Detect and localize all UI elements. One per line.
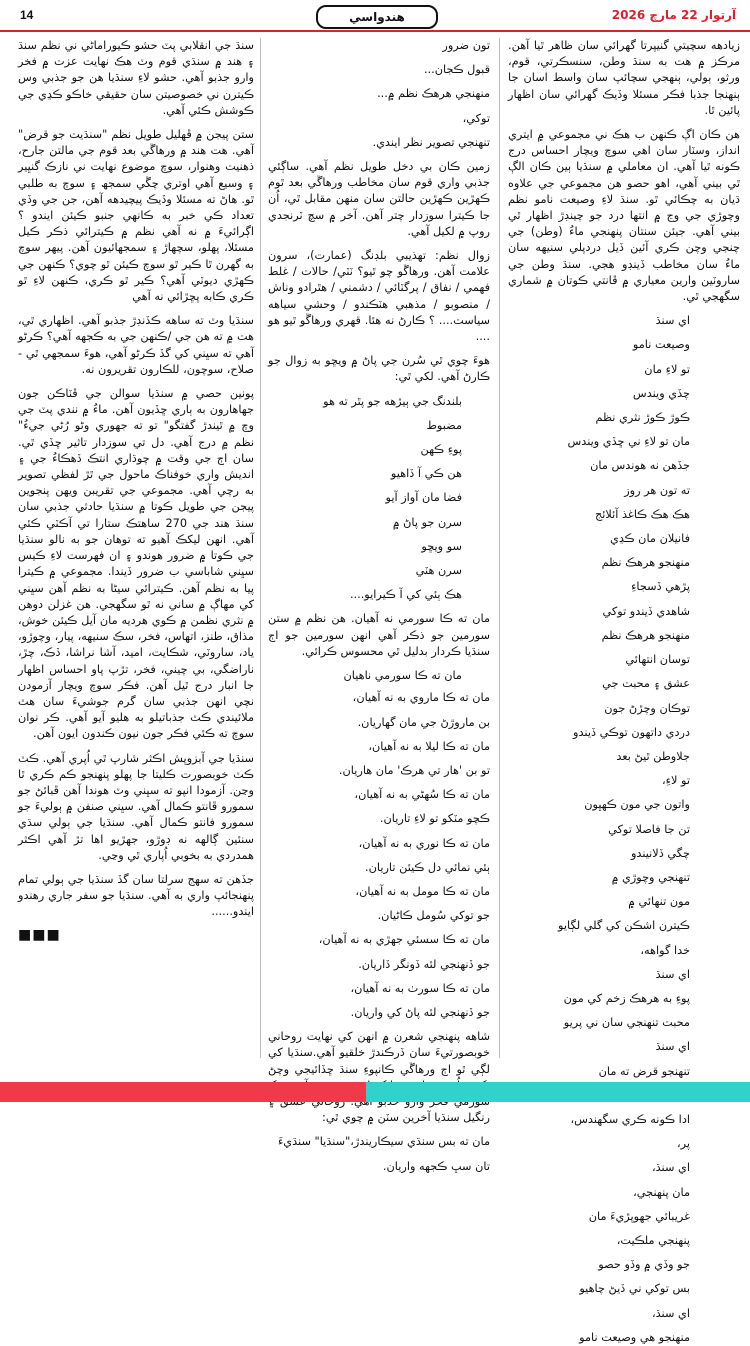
article-end-mark: ■■■ <box>18 926 61 943</box>
middle-column <box>268 38 490 1173</box>
poem-ending-lines <box>268 38 490 151</box>
poem-line: ڪچو مٽکو تو لاءِ تاريان. <box>379 812 490 826</box>
issue-date: آرتوار 22 مارچ 2026 <box>611 8 736 22</box>
poem-line: مان ته بس سنڌي سيڪاريندڙ،"سنڌيا" سنڌيءَ <box>277 1135 490 1149</box>
poem-line: مضبوط <box>426 418 462 432</box>
poem-closing-lines <box>268 1134 490 1174</box>
footer-red-stripe <box>0 1082 366 1102</box>
poem-line: دردي داتهون توڪي ڏيندو <box>573 725 690 739</box>
poem-line: هن ڪي آ ڏاهيو <box>390 467 462 481</box>
footer-teal-stripe <box>366 1082 750 1102</box>
poem-line: تنهنجو قرض ته مان <box>598 1064 690 1078</box>
poem-line: مان تو لاءِ ني ڇڏي ويندس <box>567 435 690 449</box>
poem-line: جلاوطن ٿيڻ بعد <box>616 749 690 763</box>
poem-line: اي سنڌ <box>655 314 690 328</box>
poem-line: چڏي ويندس <box>632 386 690 400</box>
page-number: 14 <box>20 8 34 22</box>
poem-line: اي سنڌ، <box>651 1306 690 1320</box>
paragraph: سنڌ جي انقلابي پٽ حشو ڪيوراماڻي ني نظم سنڌ ۽ هند ۾ سنڌي قوم وٽ هڪ نهايت عزت ۾ فخر وارو جذبو آهي. حشو لاءِ سنڌيا هن جو جذبي وس ڪيترن ني خصوصيتن سان حقيقي خاڪو ڪڍي جي ڪوشش ڪئي آهي. <box>18 39 254 117</box>
poem-line: منهنجو هي وصيعت نامو <box>579 1330 690 1344</box>
poem-line: پوءِ به هرهڪ زخم کي مون <box>563 991 690 1005</box>
poem-line: ته تون هر روز <box>624 483 690 497</box>
poem-line: فانيلان مان ڪڍي <box>610 532 690 546</box>
page-footer-bar <box>0 1082 750 1102</box>
poem-line: پڙهي ڏسجاءِ <box>631 580 690 594</box>
poem-line: اي سنڌ، <box>651 1161 690 1175</box>
poem-line: مان ته ڪا سُهڻي به نه آهيان، <box>354 788 490 802</box>
poem-line: منهنجو هرهڪ نظم <box>601 556 690 570</box>
column-divider <box>499 38 500 1058</box>
poem-line: عشق ۽ محبت جي <box>602 677 690 691</box>
poem-line: اي سنڌ <box>655 967 690 981</box>
paragraph: پونين حصي ۾ سنڌيا سوالن جي ڦٽاڪن جون جهاهارون به ٻاري ڇڏيون آهن. ماءُ ۾ نندي پٽ جي وچ ۾ ٿيندڙ گفتگو" تو ته جهوري وڻو رُڻي جيءُ" نظم ۾ درج آهي. دل تي سوزدار تاثير ڇڏي ٿي. سان اڄ جي وقت ۾ چوڌاري انتڪ ڏهڪاءُ جي ۽ انديش واري خوفناڪ ماحول جي ٿڙ لفظي تصوير به رچي آهي. مجموعي جي تقريبن ويهن پنجوين پيجن جي طويل ڪوتا ۾ سنڌيا حادثي جذبي سان سنڌ هند جي 270 ساهتڪ ستارا تي آڪٽي ڪئي آهي. انهن ليکڪ آهيو ته توهان جو به نالو سنڌيا جي ڪوتا ۾ ضرور هوندو ۽ ان فهرست لاءِ ڪيس سڀني شاباسي ب ضرور ڏيندا. مجموعي ۾ ڪيترا پيا به نظم آهن. ڪيترائي سيڻا به نظم آهن سڀني کي مهاڳ ۾ ساني نه ٿو سگهجي. هن غزلن دوهن ۾ نثري نظمن ۾ ڪوي هرديه مان آيل ڪيئن خوش، مذاق، طنز، اتهاس، فخر، سڪ سنيهه، پيار، وچوڙو، ياد، ساروٽي، شڪايت، اميد، آشا نراشا، ڏڪ، چڙ، ناراضگي، بي چيني، فخر، تڙپ پاو احساس اظهار جا انبار درج ٿيل آهن. فڪر سوچ ويچار آزمودن نچي انهن جذبي سان گرم جوشيءَ سان هٽ ملائيندي ڪٽ جذباتيلو به هليو آيو آهي. ڪر نوان سوچ ته ڪئي فڪر جون نيون ڪندون ايون آهن. <box>18 387 254 741</box>
poem-line: پر، <box>676 1137 690 1151</box>
poem-line: مان ته ڪا سورٺ به نه آهيان، <box>350 981 490 995</box>
poem-line: جو توکي سُومل ڪاڻيان. <box>377 909 490 923</box>
paragraph: شاهه پنهنجي شعرن ۾ انهن کي نهايت روحاني خوبصورتيءَ سان ڏرڪندڙ خلقيو آهي.سنڌيا کي لڳي ٿو اڄ ورهاڱي ڪانپوءِ سنڌ ڇڏائيجي وچڻ رنگيل سنڌيا آخرين سٽن ۾ چوي ٿي: <box>268 1030 490 1125</box>
poem-line: بس توکي ني ڏيڻ چاهيو <box>579 1282 690 1296</box>
paragraph: هوءَ چوي ٿي سُرن جي پاڻ ۾ ويڇو به زوال جو ڪارڻ آهي. لکي ٿي: <box>268 354 490 384</box>
paragraph: سنڌيا وٽ ته ساهه ڪڏنڊڙ جذبو آهي. اظهاري ٿي، هت ۾ ته هن جي /ڪنهن جي به ڪجهه آهي؟ ڪرڻو آهي ته سڀني کي گڏ ڪرڻو آهي، هوءَ سمجهي ٿي - صلاح، سوچون، للڪارون تقريرون نه. <box>18 314 254 376</box>
paragraph: زيادهه سچيتي گنيپرتا گهرائي سان ظاهر ٿيا آهن. مرڪز ۾ هت به سنڌ وطن، سنسڪرتي، قوم، ورثو، ٻولي، ٻنهجي سچائپ سان واسط اسان جا ٻنهنجا جذبا فڪر مسئلا وڏيڪ گهرائي سان اظهار پائين ٿا. <box>508 39 740 117</box>
poem-line: خدا گواهه، <box>640 943 690 957</box>
poem-title: مان ته ڪا سورمي ناهيان <box>343 669 462 683</box>
poem-line: مان ته ڪا ليلا به نه آهيان، <box>368 739 490 753</box>
column-divider <box>260 38 261 1058</box>
poem-line: تو بن 'هار تي هرڪ' مان هاريان. <box>338 763 490 777</box>
poem-line: ادا ڪونه ڪري سگهندس، <box>570 1112 690 1126</box>
poem-line: شاهدي ڏيندو توکي <box>602 604 690 618</box>
poem-line: اي سنڌ <box>655 1040 690 1054</box>
poem-line: تو لاءِ مان <box>644 362 690 376</box>
poem-line: مان ته ڪا سسئي جهڙي به نه آهيان، <box>318 933 490 947</box>
paragraph: جڏهن ته سهج سرلتا سان گڏ سنڌيا جي ٻولي تمام پنهنجائپ واري به آهي. سنڌيا جو سفر جاري رهندو ايندو...... <box>18 872 254 919</box>
paragraph: ستن پيجن ۾ ڦهليل طويل نظم "سنڌيت جو قرض" آهي. هت هند ۾ ورهاڱي بعد قوم جي مالتن جارح، ذهنيت وهنوار، سوچ موضوع نهايت ني نازڪ گنڀير ۽ وسيع آهي اوتري چڱي سمجھ ۽ سوچ به طلبي ٿو. هاڻ ته مسئلا وڏيڪ پيچيدهه آهن، جن جي وڏي تعداد ڪي خبر به ڪانهي جنبو ڪيئن ايندو ؟ اڳرائيءَ ۾ نه آهي نظم ۾ ڪيترائي ذڪر ڪيل مسئلا، پهلو، سچهاڙ ۽ سمجهائيون آهن. پيهر سوچ به گهرن ٿا ڪير ٿو سوچ ڪيئن ٿو چوي؟ ڪنهن جي ڪهڙي ديوٽي آهي؟ ڪير ٿو ڪري، ڪنهن لاءِ ٿو ڪري ڪابه پڇڙائي نه آهي <box>18 128 254 304</box>
paragraph: زمين ڪان بي دخل طويل نظم آهي. ساڳئي جذبي واري قوم سان مخاطب ورهاڱي بعد ٿوم ڪهڙين ڪهڙين حالتن سان منهن مقابل ٿي، اُن جا ڪيترا سوزدار چتر آهن. آخر ۾ سچ ٽرنجدي روپ ۾ لکيل آهي. <box>268 160 490 238</box>
poem-line: قبول ڪجان... <box>423 63 490 77</box>
poem-line: منهنجي هرهڪ نظم ۾... <box>377 87 490 101</box>
poem-line: ڪوڙ ڪوڙ نثري نظم <box>595 411 690 425</box>
poem-line: محبت تنهنجي سان ني پريو <box>563 1016 690 1030</box>
poem-line: تو لاءِ، <box>662 774 690 788</box>
poem-line: وصيعت نامو <box>632 338 690 352</box>
poem-line: منهنجو هرهڪ نظم <box>601 628 690 642</box>
poem-line: تنهنجي وچوڙي ۾ <box>611 870 690 884</box>
poem-line: چگي ڏلانيندو <box>630 846 690 860</box>
paragraph: سنڌيا جي آبزوپش اڪثر شارپ ٿي اُپري آهي. ڪٽ ڪٽ خوبصورت ڪليتا جا پهلو پنهنجو ڪم ڪري ٿا وڃن. آزمودا انپو ته سڀني وٽ هوندا آهن ڦبائڻ جو سمورو ڦانتو ڪمال آهي. سڀني صنفن ۾ ٻوليءَ جو سمورو فانتو ڪمال آهي. سنڌيا جي ٻولي سڌي سنئين ڳالهه نه ڊوڙو، جهڙيو اها تڙ آهي اڪثر همدردي به بخوبي اُپاري ٿي وڃي. <box>18 751 254 862</box>
poem-building <box>268 394 490 604</box>
poem-line: سرن هٽي <box>415 564 462 578</box>
poem-line: ڪيترن اشڪن کي گلي لڳايو <box>558 919 690 933</box>
newspaper-masthead-logo: هندواسي <box>316 5 438 29</box>
poem-line: بلندنگ جي ٻيڙهه جو پٿر ته هو <box>323 394 462 408</box>
paragraph: زوال نظم: تهذيبي بلڊنگ (عمارت)، سرون علامت آهن. ورهاڱو چو ٿيو؟ ٽٽي/ حالات / غلط فهمي / نفاق / پرگٽائي / دشمني / هٿرادو وناش / منصوبو / مذهبي هٽڪندو / وحشي سياهه سياست.... ؟ ڪارڻ نه هئا. قهري ورهاڱو ٿيو هو .... <box>268 249 490 344</box>
poem-line: مان پنهنجي، <box>633 1185 690 1199</box>
poem-line: تون ضرور <box>442 39 490 52</box>
left-column <box>18 38 254 1068</box>
poem-line: غريبائي جهوپڙيءَ مان <box>588 1209 690 1223</box>
poem-line: سرن جو پاڻ ۾ <box>392 515 462 529</box>
poem-heroines <box>268 690 490 1021</box>
poem-line: تن جا فاصلا توکي <box>608 822 690 836</box>
paragraph: هن ڪان اڳ ڪنهن ب هڪ ني مجموعي ۾ ايتري انداز، وسٽار سان اهي سوچ ويچار احساس درج ڪونه ٿيا آهي. ان معاملي ۾ سنڌيا ٻين ڪان الڳ ٿي بيني آهي، اهو حصو هن مجموعي جي علاوه ڌيان به چڪائي ٿو. سنڌ لاءِ وصيعت نامو نظم وچوڙي جي وڃ ۾ انتها درد جو چينڊڙ اظهار ٿي بيني آهي. جيئن سنتان پنهنجي ماءُ (وطن) جي چنجي وچن ڪري آئين ڏيل دردپلي سنيهه سان ماءُ سان مخاطب ڏينڊو هجي. سنڌ وطن جي ساروٽين وارين معياري ۾ ڦانتي ڪوتان ۾ شماري سگهجي ٿي. <box>508 128 740 304</box>
poem-line: توکي، <box>462 111 490 125</box>
poem-line: جو وڏي ۾ وڏو حصو <box>598 1258 690 1272</box>
poem-line: پوءِ ڪهن <box>420 443 462 457</box>
poem-line: واتون جي مون ڪهڀون <box>584 798 690 812</box>
poem-line: فضا مان آواز آيو <box>385 491 462 505</box>
poem-line: هڪ هڪ ڪاغذ آئلائج <box>594 507 690 521</box>
poem-line: مان ته ڪا ماروي به نه آهيان، <box>352 691 490 705</box>
poem-line: مون تنهائي ۾ <box>628 895 690 909</box>
right-column <box>508 38 740 1344</box>
poem-line: پنهنجي ملڪيت، <box>616 1233 690 1247</box>
poem-line: تنهنجي تصوير نظر ايندي. <box>372 135 490 149</box>
poem-line: جو ڏنهنجي لئه پاڻ کي واريان. <box>350 1005 490 1019</box>
poem-line: مان ته ڪا مومل به نه آهيان، <box>355 884 490 898</box>
poem-line: جڏهن نه هوندس مان <box>590 459 690 473</box>
poem-line: مان ته ڪا نوري به نه آهيان، <box>358 836 490 850</box>
poem-line: تان سڀ ڪجهه واريان. <box>382 1159 490 1173</box>
poem-line: بن ماروڙڻ جي مان گهاريان. <box>357 715 490 729</box>
page-header <box>0 0 750 32</box>
poem-line: ٻئي نمائي دل ڪيئن تاريان. <box>365 860 490 874</box>
poem-line: جو ڏنهنجي لئه ڏونگر ڏاريان. <box>358 957 490 971</box>
poem-line: توسان انتهائي <box>625 653 690 667</box>
paragraph: مان ته ڪا سورمي نه آهيان. هن نظم ۾ ستن سورمين جو ذڪر آهي انهن سورمين جو اڄ سنڌيا ڪردار بدليل ٿي محسوس ڪرائي. <box>268 612 490 658</box>
poem-line: هڪ ٻئي کي آ ڪيرايو.... <box>349 588 462 602</box>
poem-line: توڪان وچڙڻ جون <box>604 701 690 715</box>
poem-will <box>508 313 740 1346</box>
poem-line: سو ويڇو <box>421 539 462 553</box>
